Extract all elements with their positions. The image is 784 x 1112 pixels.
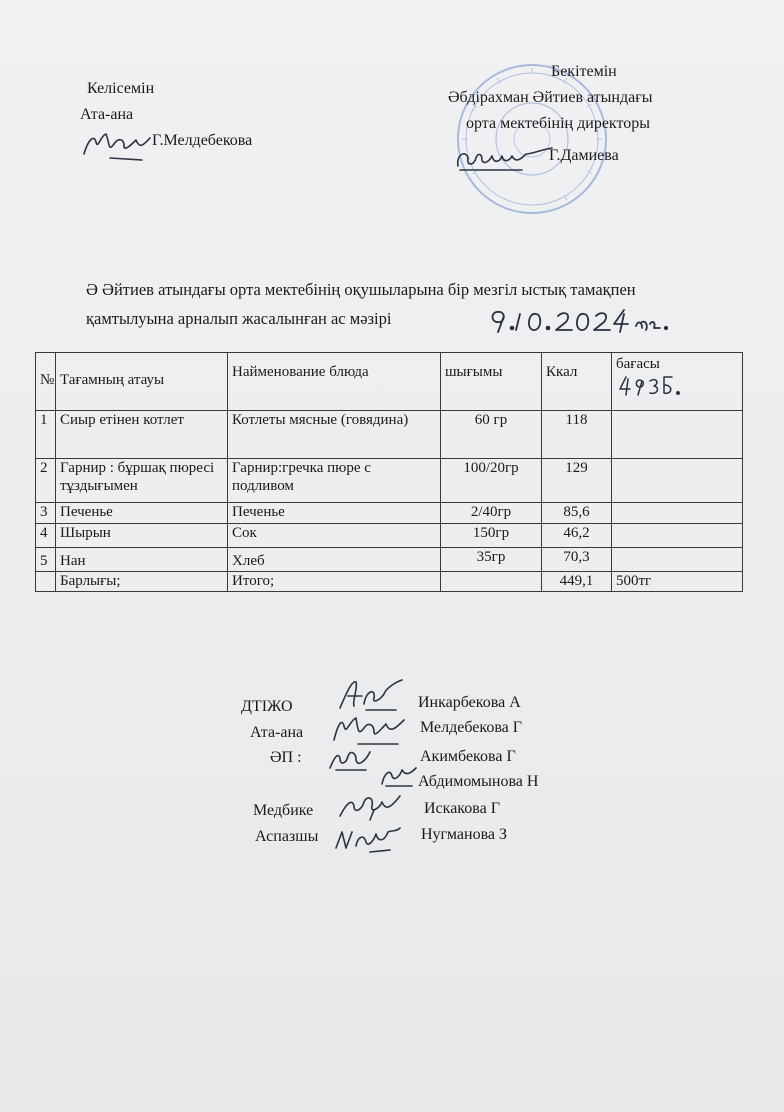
row5-output: 35гр [441,548,542,572]
table-row [36,411,743,459]
approved-title: Бекітемін [551,63,617,80]
signatory-role-2: Ата-ана [250,724,304,741]
row1-output: 60 гр [441,411,542,459]
signatory-name-5: Искакова Г [424,800,500,817]
signature-nugmanova [330,818,410,856]
header-output: шығымы [441,353,542,411]
row1-kcal: 118 [542,411,612,459]
row4-price [612,524,743,548]
row2-name-kz: Гарнир : бұршақ пюресі тұздығымен [56,459,228,503]
agreed-role: Ата-ана [80,106,134,123]
table-row [36,503,743,524]
total-number [36,572,56,592]
row4-output: 150гр [441,524,542,548]
table-header-row [36,353,743,411]
total-output [441,572,542,592]
header-name-kz: Тағамның атауы [56,353,228,411]
row5-number: 5 [36,548,56,572]
row1-number: 1 [36,411,56,459]
handwritten-date [486,300,681,336]
header-price [612,353,743,411]
row5-name-kz: Нан [56,548,228,572]
row2-number: 2 [36,459,56,503]
signatory-role-5: Медбике [253,802,314,819]
row4-kcal: 46,2 [542,524,612,548]
row4-name-ru: Сок [228,524,441,548]
signatory-name-2: Мелдебекова Г [420,719,523,736]
director-signature [452,140,562,180]
row1-price [612,411,743,459]
header-number: № [36,353,56,411]
row5-kcal: 70,3 [542,548,612,572]
signatory-role-6: Аспазшы [255,828,319,845]
row3-name-kz: Печенье [56,503,228,524]
parent-signature [80,120,160,170]
row2-price [612,459,743,503]
table-row [36,524,743,548]
signatory-name-1: Инкарбекова А [418,694,521,711]
row2-name-ru: Гарнир:гречка пюре с подливом [228,459,441,503]
row3-number: 3 [36,503,56,524]
row1-name-kz: Сиыр етінен котлет [56,411,228,459]
signatory-name-3: Акимбекова Г [420,748,516,765]
table-row [36,459,743,503]
signatory-role-1: ДТІЖО [241,698,293,715]
signatory-name-6: Нугманова З [421,826,508,843]
total-price: 500тг [612,572,743,592]
approved-name: Г.Дамиева [549,147,619,164]
agreed-name: Г.Мелдебекова [152,132,253,149]
table-total-row [36,572,743,592]
total-label-kz: Барлығы; [56,572,228,592]
row3-kcal: 85,6 [542,503,612,524]
row4-number: 4 [36,524,56,548]
row5-price [612,548,743,572]
row3-name-ru: Печенье [228,503,441,524]
signatory-name-4: Абдимомынова Н [418,773,539,790]
signatory-role-3: ӘП : [270,749,302,766]
handwritten-price [616,373,686,399]
table-row [36,548,743,572]
row3-output: 2/40гр [441,503,542,524]
header-name-ru: Найменование блюда [228,353,441,411]
header-kcal: Ккал [542,353,612,411]
school-stamp [452,60,612,218]
total-kcal: 449,1 [542,572,612,592]
total-label-ru: Итого; [228,572,441,592]
menu-heading-line1: Ә Әйтиев атындағы орта мектебінің оқушыларына бір мезгіл ыстық тамақпен [86,280,636,299]
row2-output: 100/20гр [441,459,542,503]
row4-name-kz: Шырын [56,524,228,548]
approved-line2: орта мектебінің директоры [466,115,651,132]
approved-line1: Әбдірахман Әйтиев атындағы [448,89,653,106]
row5-name-ru: Хлеб [228,548,441,572]
menu-table [35,352,743,592]
row1-name-ru: Котлеты мясные (говядина) [228,411,441,459]
agreed-title: Келісемін [87,80,155,97]
header-price-label: бағасы [616,356,660,372]
menu-heading-line2: қамтылуына арналып жасалынған ас мәзірі [86,309,392,328]
row3-price [612,503,743,524]
row2-kcal: 129 [542,459,612,503]
